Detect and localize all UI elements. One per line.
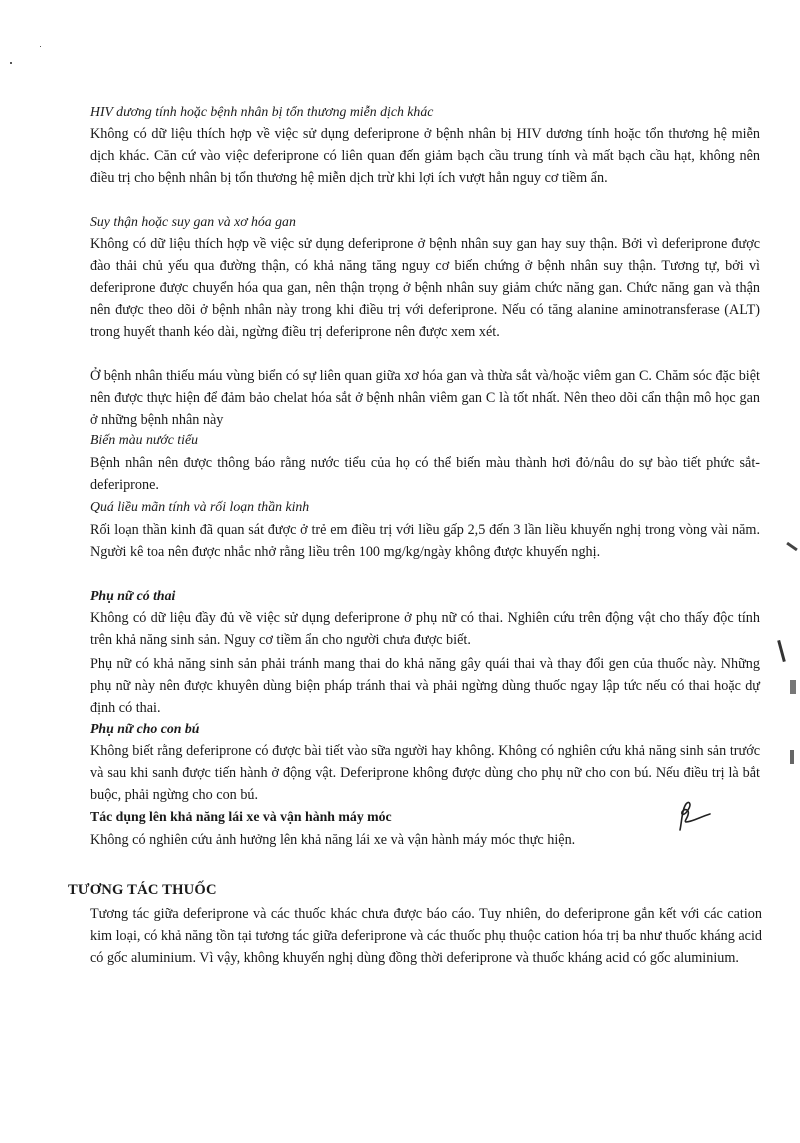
- section-paragraph-driving: Không có nghiên cứu ảnh hưởng lên khả năng lái xe và vận hành máy móc thực hiện.: [90, 832, 576, 848]
- scan-edge-mark: [777, 640, 786, 662]
- handwritten-signature: [672, 800, 712, 834]
- section-paragraph-urine-color: Bệnh nhân nên được thông báo rằng nước tiểu của họ có thể biến màu thành hơi đỏ/nâu do sự bào tiết phức sắt-deferiprone.: [90, 455, 760, 493]
- section-heading-pregnancy: Phụ nữ có thai: [90, 588, 176, 603]
- section-paragraph-renal-hepatic-2: Ở bệnh nhân thiếu máu vùng biển có sự liên quan giữa xơ hóa gan và thừa sắt và/hoặc viêm gan C. Chăm sóc đặc biệt nên được thực hiện để đảm bảo chelat hóa sắt ở bệnh nhân viêm gan C là tốt nhất. Nên theo dõi cẩn thận mô học gan ở những bệnh nhân này: [90, 368, 760, 428]
- section-paragraph-overdose: Rối loạn thần kinh đã quan sát được ở trẻ em điều trị với liều gấp 2,5 đến 3 lần liều khuyến nghị trong vòng vài năm. Người kê toa nên được nhắc nhở rằng liều trên 100 mg/kg/ngày không được khuyến nghị.: [90, 522, 760, 560]
- section-paragraph-pregnancy-2: Phụ nữ có khả năng sinh sản phải tránh mang thai do khả năng gây quái thai và thay đổi gen của thuốc này. Những phụ nữ này nên được khuyên dùng biện pháp tránh thai và phải ngừng dùng thuốc ngay lập tức nếu có thai hoặc dự định có thai.: [90, 656, 760, 716]
- scan-speck: [40, 46, 41, 47]
- section-paragraph-breastfeeding: Không biết rằng deferiprone có được bài tiết vào sữa người hay không. Không có nghiên cứu khả năng sinh sản trước và sau khi sanh được tiến hành ở động vật. Deferiprone không được dùng cho phụ nữ cho con bú. Nếu điều trị là bắt buộc, phải ngừng cho con bú.: [90, 743, 760, 803]
- scan-edge-mark: [786, 542, 798, 551]
- section-heading-overdose: Quá liều mãn tính và rối loạn thần kinh: [90, 499, 310, 514]
- section-heading-hiv: HIV dương tính hoặc bệnh nhân bị tổn thương miễn dịch khác: [90, 104, 434, 119]
- section-title-drug-interactions: TƯƠNG TÁC THUỐC: [68, 882, 217, 898]
- section-paragraph-renal-hepatic-1: Không có dữ liệu thích hợp về việc sử dụng deferiprone ở bệnh nhân suy gan hay suy thận. Bởi vì deferiprone được đào thải chủ yếu qua đường thận, có khả năng tăng nguy cơ biến chứng ở bệnh nhân suy thận. Tương tự, bởi vì deferiprone được chuyển hóa qua gan, nên thận trọng ở bệnh nhân suy giảm chức năng gan. Chức năng gan và thận nên được theo dõi ở bệnh nhân này trong khi điều trị với deferiprone. Nếu có tăng alanine aminotransferase (ALT) trong huyết thanh kéo dài, ngừng điều trị deferiprone nên được xem xét.: [90, 236, 760, 340]
- section-paragraph-pregnancy-1: Không có dữ liệu đầy đủ về việc sử dụng deferiprone ở phụ nữ có thai. Nghiên cứu trên động vật cho thấy độc tính trên khả năng sinh sản. Nguy cơ tiềm ẩn cho người chưa được biết.: [90, 610, 760, 648]
- section-heading-breastfeeding: Phụ nữ cho con bú: [90, 721, 200, 736]
- section-heading-driving: Tác dụng lên khả năng lái xe và vận hành máy móc: [90, 809, 392, 824]
- section-heading-renal-hepatic: Suy thận hoặc suy gan và xơ hóa gan: [90, 214, 296, 229]
- scan-edge-mark: [790, 750, 794, 764]
- scan-edge-mark: [790, 680, 796, 694]
- section-paragraph-drug-interactions: Tương tác giữa deferiprone và các thuốc khác chưa được báo cáo. Tuy nhiên, do deferiprone gắn kết với các cation kim loại, có khả năng tồn tại tương tác giữa deferiprone và các thuốc phụ thuộc cation hóa trị ba như thuốc kháng acid có gốc aluminium. Vì vậy, không khuyến nghị dùng đồng thời deferiprone và thuốc kháng acid có gốc aluminium.: [90, 906, 762, 966]
- scan-speck: [10, 62, 12, 64]
- section-paragraph-hiv: Không có dữ liệu thích hợp về việc sử dụng deferiprone ở bệnh nhân bị HIV dương tính hoặc tổn thương hệ miễn dịch khác. Căn cứ vào việc deferiprone có liên quan đến giảm bạch cầu trung tính và mất bạch cầu hạt, không nên điều trị cho bệnh nhân bị tổn thương hệ miễn dịch trừ khi lợi ích vượt hẳn nguy cơ tiềm ẩn.: [90, 126, 760, 186]
- section-heading-urine-color: Biến màu nước tiểu: [90, 432, 198, 447]
